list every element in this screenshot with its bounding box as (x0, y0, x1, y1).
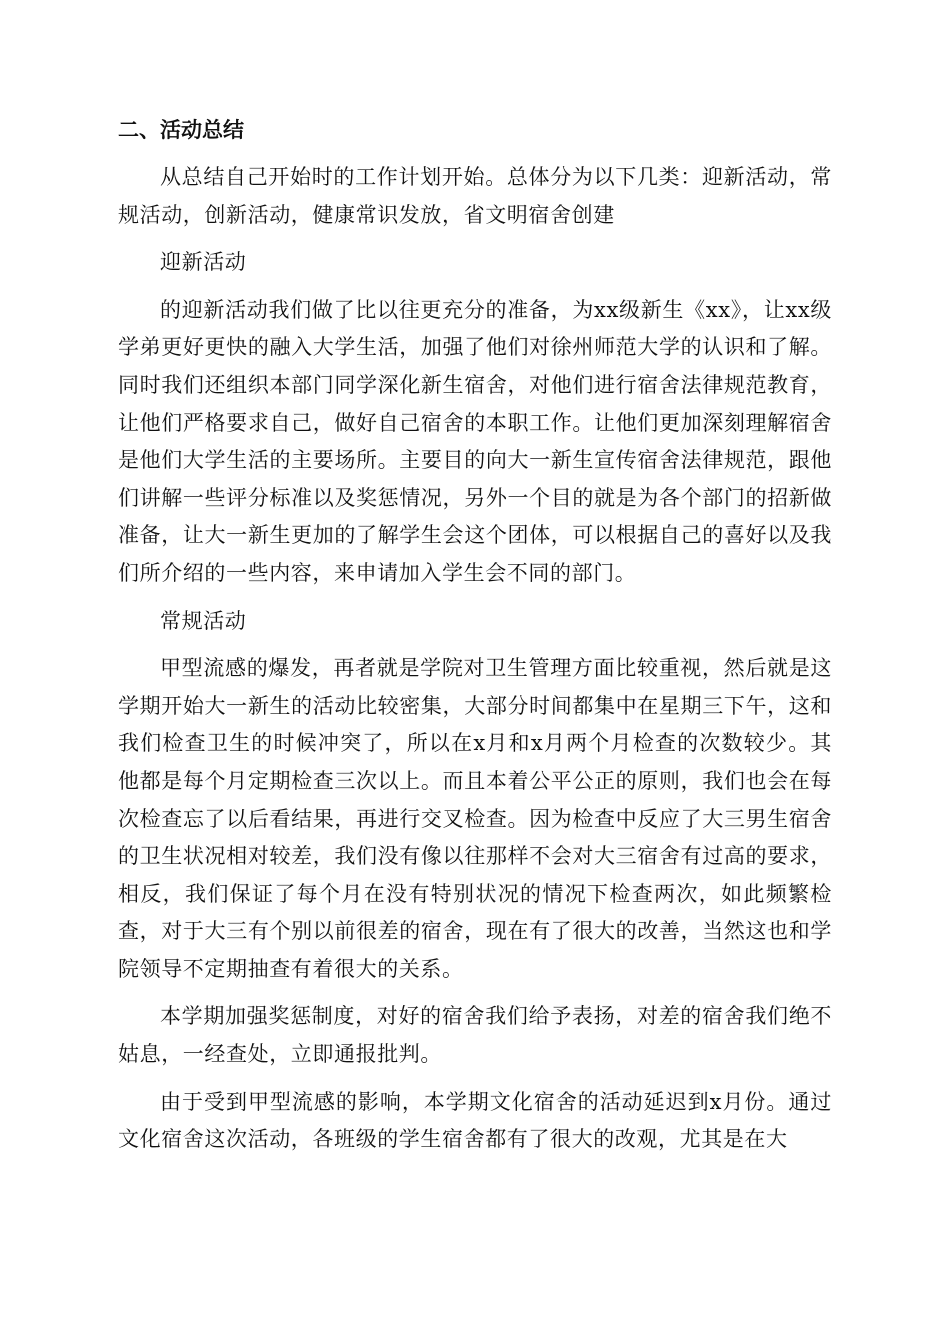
intro-paragraph: 从总结自己开始时的工作计划开始。总体分为以下几类：迎新活动，常规活动，创新活动，健康常识发放，省文明宿舍创建 (118, 165, 832, 227)
routine-paragraph: 甲型流感的爆发，再者就是学院对卫生管理方面比较重视，然后就是这学期开始大一新生的活动比较密集，大部分时间都集中在星期三下午，这和我们检查卫生的时候冲突了，所以在x月和x月两个月检查的次数较少。其他都是每个月定期检查三次以上。而且本着公平公正的原则，我们也会在每次检查忘了以后看结果，再进行交叉检查。因为检查中反应了大三男生宿舍的卫生状况相对较差，我们没有像以往那样不会对大三宿舍有过高的要求，相反，我们保证了每个月在没有特别状况的情况下检查两次，如此频繁检查，对于大三有个别以前很差的宿舍，现在有了很大的改善，当然这也和学院领导不定期抽查有着很大的关系。 (118, 656, 832, 981)
discipline-paragraph: 本学期加强奖惩制度，对好的宿舍我们给予表扬，对差的宿舍我们绝不姑息，一经查处，立即通报批判。 (118, 1004, 832, 1067)
section-heading: 二、活动总结 (118, 118, 244, 142)
subsection-routine-title: 常规活动 (160, 608, 247, 633)
subsection-welcome-title: 迎新活动 (160, 250, 247, 275)
culture-paragraph: 由于受到甲型流感的影响，本学期文化宿舍的活动延迟到x月份。通过文化宿舍这次活动，各班级的学生宿舍都有了很大的改观，尤其是在大 (118, 1089, 832, 1152)
welcome-paragraph: 的迎新活动我们做了比以往更充分的准备，为xx级新生《xx》，让xx级学弟更好更快的融入大学生活，加强了他们对徐州师范大学的认识和了解。同时我们还组织本部门同学深化新生宿舍，对他们进行宿舍法律规范教育，让他们严格要求自己，做好自己宿舍的本职工作。让他们更加深刻理解宿舍是他们大学生活的主要场所。主要目的向大一新生宣传宿舍法律规范，跟他们讲解一些评分标准以及奖惩情况，另外一个目的就是为各个部门的招新做准备，让大一新生更加的了解学生会这个团体，可以根据自己的喜好以及我们所介绍的一些内容，来申请加入学生会不同的部门。 (118, 297, 832, 585)
